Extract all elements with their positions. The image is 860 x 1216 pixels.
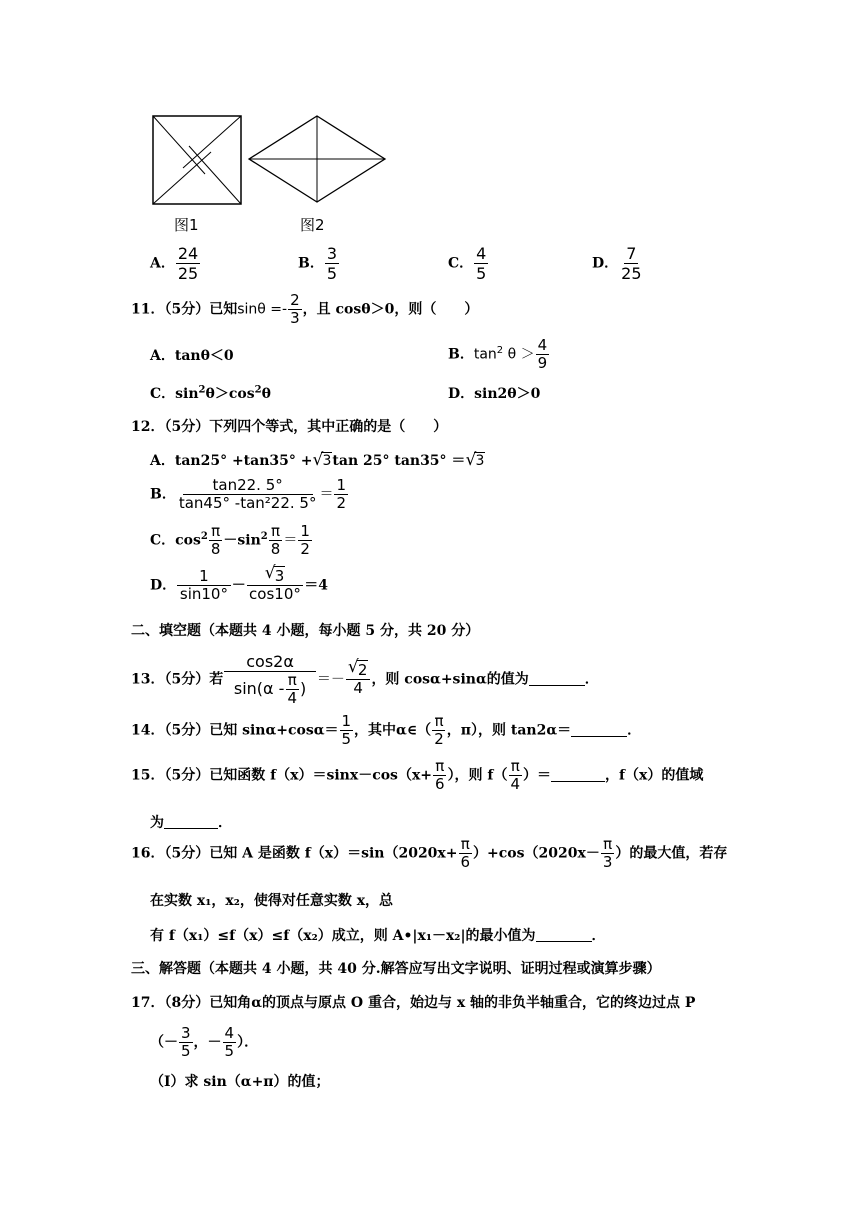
q11-option-a: A．tanθ＜0 (150, 348, 234, 364)
q11-option-b: B．$\tan^2 \theta$ ＞ $\frac{4}{9}$ (448, 336, 548, 372)
q15-line2: 为 ． (150, 815, 232, 831)
q11-option-c: C．$\sin^2\theta>\cos^2\theta$ (150, 384, 271, 402)
q16-line2: 在实数 x₁，x₂，使得对任意实数 x，总 (150, 893, 394, 909)
q11-option-d: D．sin2θ＞0 (448, 386, 541, 402)
q14: 14．（5分）已知 sinα+cosα＝ $\frac{1}{5}$ ，其中α∈（ $\frac{\pi}{2}$ ，π），则 tan2α＝ ． (131, 712, 642, 748)
figure-2-rhombus (246, 113, 388, 207)
q13: 13．（5分）若 cos2α sin(α - $\frac{\pi}{4}$ ) ＝－ √ 2 4 ，则 cosα+sinα的值为 ． (131, 652, 599, 707)
q12-stem: 12．（5分）下列四个等式，其中正确的是（ ） (131, 419, 448, 435)
q12-option-a: A．tan25° +tan35° + √ 3tan 25° tan35° ＝ √ 3 (150, 450, 485, 470)
q16-line3: 有 f（x₁）≤f（x）≤f（x₂）成立，则 A•|x₁－x₂|的最小值为 ． (150, 928, 606, 944)
q11-stem: 11．（5分）已知sinθ =- $\frac{2}{3}$ ，且 cosθ＞0，则（ ） (131, 291, 479, 327)
q16-line1: 16．（5分）已知 A 是函数 f（x）＝sin（2020x+ $\frac{\pi}{6}$ ）+cos（2020x－ $\frac{\pi}{3}$ ）的最大值，若存 (131, 835, 728, 871)
figure-1-caption: 图1 (174, 216, 199, 234)
section-3-heading: 三、解答题（本题共 4 小题，共 40 分.解答应写出文字说明、证明过程或演算步骤） (131, 961, 661, 977)
q12-option-c: C．$\cos^2$ $\frac{\pi}{8}$ $-\sin^2$ $\frac{\pi}{8}$ ＝ $\frac{1}{2}$ (150, 522, 310, 558)
q17-stem: 17．（8分）已知角α的顶点与原点 O 重合，始边与 x 轴的非负半轴重合，它的终边过点 P (131, 995, 696, 1011)
q12-option-b: B． $\frac{\tan 22. 5^\circ}{\text{tan45° -tan²22. 5°}}$ ＝ $\frac{1}{2}$ (150, 476, 346, 512)
figure-1-pinwheel-square (150, 114, 244, 206)
figure-2-caption: 图2 (300, 216, 325, 234)
q10-option-a: A． $\frac{24}{25}$ (150, 244, 199, 283)
q17-part-1: （Ⅰ）求 sin（α+π）的值； (150, 1074, 330, 1090)
section-2-heading: 二、填空题（本题共 4 小题，每小题 5 分，共 20 分） (131, 623, 480, 639)
q10-option-b: B． $\frac{3}{5}$ (298, 244, 338, 283)
q17-point: （－ $\frac{3}{5}$ ，－ $\frac{4}{5}$ ）． (150, 1024, 259, 1060)
q15-line1: 15．（5分）已知函数 f（x）＝sinx－cos（x+ $\frac{\pi}{6}$ ），则 f（ $\frac{\pi}{4}$ ）＝ ，f（x）的值域 (131, 757, 704, 793)
q12-option-d: D． $\frac{1}{\sin 10^\circ}$ － √ 3 cos10° ＝4 (150, 563, 328, 603)
q10-option-d: D． $\frac{7}{25}$ (592, 244, 642, 283)
q10-option-c: C． $\frac{4}{5}$ (448, 244, 487, 283)
